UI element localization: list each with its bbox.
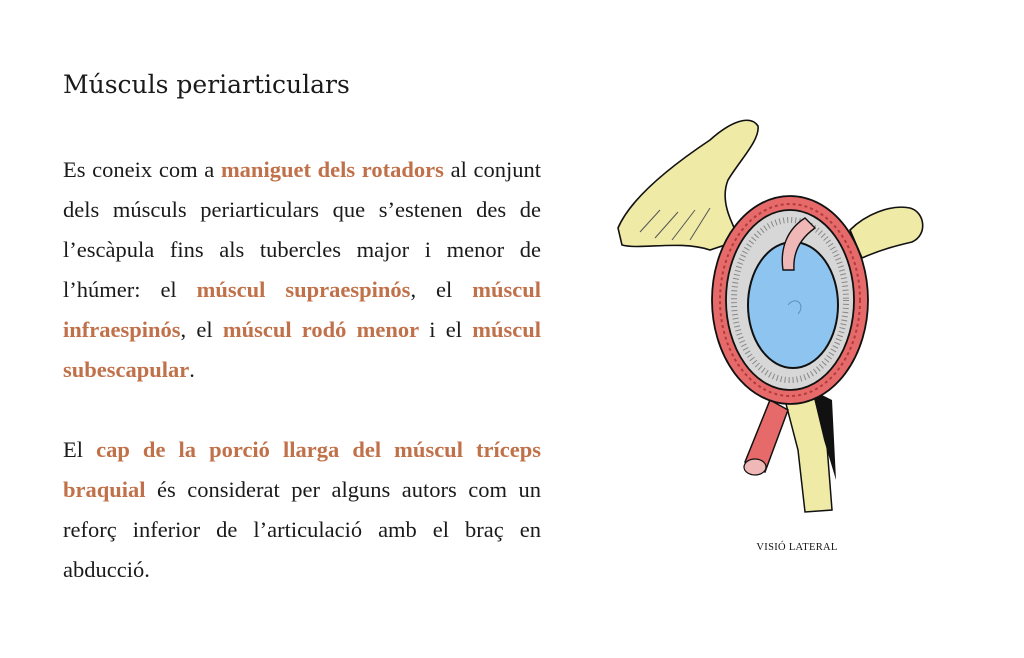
coracoid-shape [850,207,923,258]
text-segment: , el [180,317,223,342]
text-column [63,150,541,590]
text-segment: , el [410,277,473,302]
shoulder-illustration [600,100,940,570]
text-segment: Es coneix com a [63,157,221,182]
term-supraspinatus[interactable]: múscul supraespinós [196,277,411,302]
shoulder-lateral-view-drawing [600,100,940,530]
text-segment: . [189,357,195,382]
term-teres-minor[interactable]: múscul rodó menor [222,317,420,342]
text-segment: i el [419,317,473,342]
paragraph-rotator-cuff [63,150,541,390]
term-triceps-long-head[interactable]: cap de la porció llarga del múscul tríceps braquial [63,437,542,502]
text-segment: al conjunt dels músculs periarticulars que s’estenen des de l’escàpula fins als tubercles major i menor de l’húmer: el [63,157,542,302]
triceps-cut-end [744,459,766,475]
term-rotator-cuff[interactable]: maniguet dels rotadors [220,157,444,182]
text-segment: El [63,437,97,462]
paragraph-triceps [63,430,541,590]
term-subscapularis[interactable]: múscul subescapular [63,317,541,382]
page-title: Músculs periarticulars [63,70,350,99]
term-infraspinatus[interactable]: múscul infraespinós [63,277,541,342]
figure-caption: VISIÓ LATERAL [756,542,838,553]
text-segment: és considerat per alguns autors com un reforç inferior de l’articulació amb el braç en abducció. [63,477,541,582]
